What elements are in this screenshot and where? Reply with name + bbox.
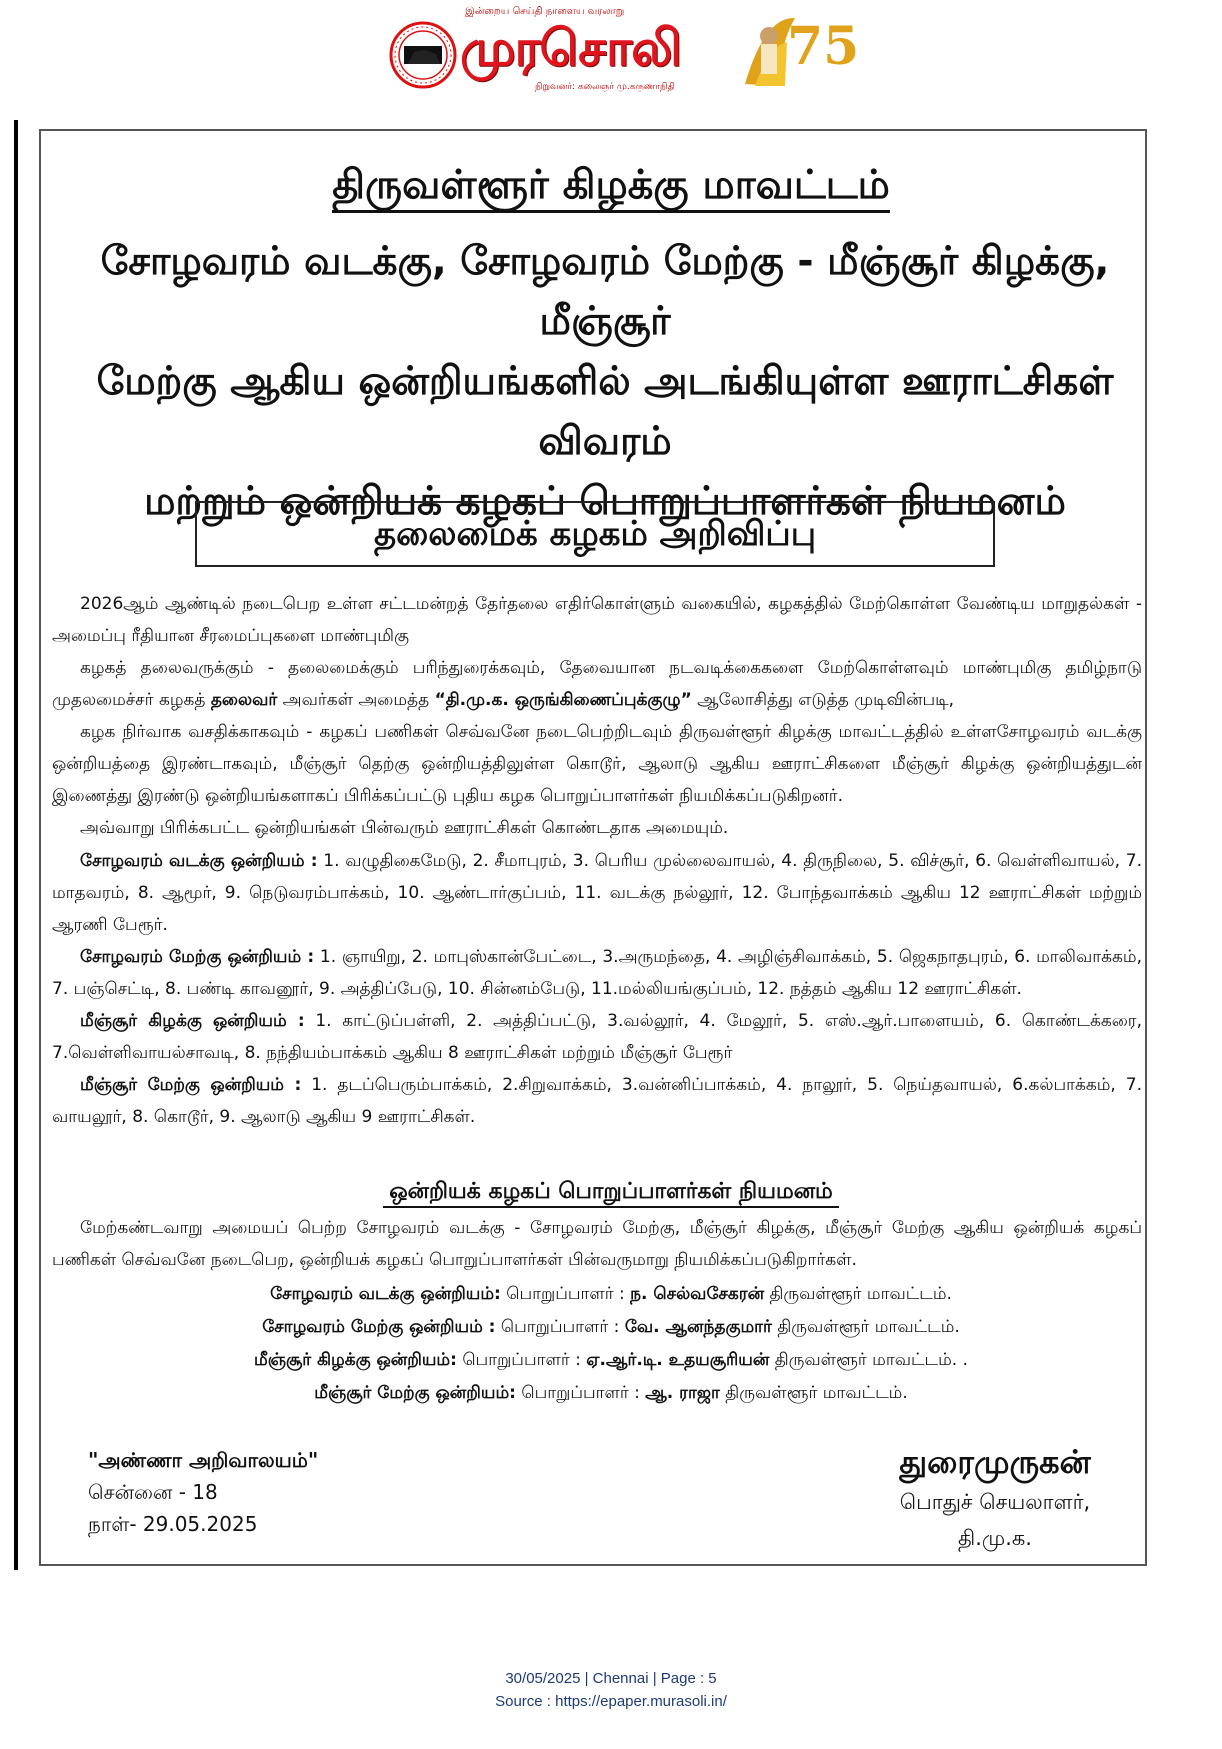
- address-line-3: நாள்- 29.05.2025: [88, 1512, 258, 1536]
- anniversary-badge-icon: [735, 6, 860, 98]
- appointment-row: [0, 1311, 1222, 1344]
- union-chozhavaram-west: [52, 941, 1142, 1005]
- address-line-1: "அண்ணா அறிவாலயம்": [88, 1448, 319, 1472]
- union-label: சோழவரம் வடக்கு ஒன்றியம் :: [80, 851, 318, 871]
- union-panchayats: 1. தடப்பெரும்பாக்கம், 2.சிறுவாக்கம், 3.வன்னிப்பாக்கம், 4. நாலூர், 5. நெய்தவாயல், 6.கல்பாக்கம், 7. வாயலூர், 8. கொடூர், 9. ஆலாடு ஆகிய 9 ஊராட்சிகள்.: [52, 1075, 1142, 1127]
- union-panchayats: 1. வழுதிகைமேடு, 2. சீமாபுரம், 3. பெரிய முல்லைவாயல், 4. திருநிலை, 5. விச்சூர், 6. வெள்ளிவாயல், 7. மாதவரம், 8. ஆமூர், 9. நெடுவரம்பாக்கம், 10. ஆண்டார்குப்பம், 11. வடக்கு நல்லூர், 12. போந்தவாக்கம் ஆகிய 12 ஊராட்சிகள் மற்றும் ஆரணி பேரூர்.: [52, 851, 1142, 935]
- signature-block: [880, 1440, 1110, 1556]
- intro-p2-part-e: ஆலோசித்து எடுத்த முடிவின்படி,: [691, 690, 955, 710]
- masthead-subtitle: நிறுவனர்: கலைஞர் மு.கருணாநிதி: [535, 82, 675, 92]
- appointment-place: திருவள்ளூர் மாவட்டம்.: [771, 1317, 960, 1337]
- appointment-place: திருவள்ளூர் மாவட்டம்.: [764, 1284, 952, 1304]
- union-panchayats: 1. காட்டுப்பள்ளி, 2. அத்திப்பட்டு, 3.வல்லூர், 4. மேலூர், 5. எஸ்.ஆர்.பாளையம், 6. கொண்டக்கரை, 7.வெள்ளிவாயல்சாவடி, 8. நந்தியம்பாக்கம் ஆகிய 8 ஊராட்சிகள் மற்றும் மீஞ்சூர் பேரூர்: [52, 1011, 1142, 1063]
- intro-p2-leader: தலைவர்: [210, 690, 278, 710]
- notice-title: தலைமைக் கழகம் அறிவிப்பு: [373, 514, 817, 554]
- appointment-row: [0, 1377, 1222, 1410]
- appointment-union: சோழவரம் மேற்கு ஒன்றியம் :: [262, 1317, 496, 1337]
- footer-date-page: 30/05/2025 | Chennai | Page : 5: [505, 1670, 717, 1687]
- union-label: மீஞ்சூர் கிழக்கு ஒன்றியம் :: [80, 1011, 305, 1031]
- appointment-place: திருவள்ளூர் மாவட்டம். .: [769, 1350, 968, 1370]
- appointment-role: பொறுப்பாளர் :: [515, 1383, 646, 1403]
- district-title: [0, 160, 1222, 210]
- appointment-heading-text: ஒன்றியக் கழகப் பொறுப்பாளர்கள் நியமனம்: [383, 1179, 839, 1208]
- address-line-2: சென்னை - 18: [88, 1480, 218, 1504]
- emblem-icon: [388, 20, 458, 90]
- intro-paragraph-3: கழக நிர்வாக வசதிக்காகவும் - கழகப் பணிகள் செவ்வனே நடைபெற்றிடவும் திருவள்ளூர் கிழக்கு மாவட்டத்தில் உள்ளசோழவரம் வடக்கு ஒன்றியத்தை இரண்டாகவும், மீஞ்சூர் தெற்கு ஒன்றியத்திலுள்ள கொடூர், ஆலாடு ஆகிய ஊராட்சிகளை மீஞ்சூர் கிழக்கு ஒன்றியத்துடன் இணைத்து இரண்டு ஒன்றியங்களாகப் பிரிக்கப்பட்டு புதிய கழக பொறுப்பாளர்கள் நியமிக்கப்படுகிறனர்.: [52, 722, 1142, 806]
- intro-paragraph-4: அவ்வாறு பிரிக்கபட்ட ஒன்றியங்கள் பின்வரும் ஊராட்சிகள் கொண்டதாக அமையும்.: [80, 818, 729, 838]
- badge-number: 75: [787, 16, 860, 77]
- address-block: [88, 1444, 318, 1540]
- appointment-union: சோழவரம் வடக்கு ஒன்றியம்:: [270, 1284, 501, 1304]
- appointment-intro: மேற்கண்டவாறு அமையப் பெற்ற சோழவரம் வடக்கு - சோழவரம் மேற்கு, மீஞ்சூர் கிழக்கு, மீஞ்சூர் மேற்கு ஆகிய ஒன்றியக் கழகப் பணிகள் செவ்வனே நடைபெற, ஒன்றியக் கழகப் பொறுப்பாளர்கள் பின்வருமாறு நியமிக்கப்படுகிறார்கள்.: [52, 1218, 1142, 1270]
- appointment-role: பொறுப்பாளர் :: [495, 1317, 625, 1337]
- appointment-role: பொறுப்பாளர் :: [456, 1350, 587, 1370]
- appointments-list: [0, 1278, 1222, 1410]
- appointment-union: மீஞ்சூர் மேற்கு ஒன்றியம்:: [314, 1383, 516, 1403]
- appointment-role: பொறுப்பாளர் :: [500, 1284, 631, 1304]
- appointment-union: மீஞ்சூர் கிழக்கு ஒன்றியம்:: [254, 1350, 457, 1370]
- unions-list: [52, 845, 1142, 1133]
- masthead-title: முரசொலி: [460, 19, 681, 77]
- headline-line-3: மற்றும் ஒன்றியக் கழகப் பொறுப்பாளர்கள் நியமனம்: [144, 479, 1066, 524]
- signatory-org: தி.மு.க.: [958, 1526, 1032, 1550]
- union-label: மீஞ்சூர் மேற்கு ஒன்றியம் :: [80, 1075, 302, 1095]
- intro-p2-committee: “தி.மு.க. ஒருங்கிணைப்புக்குழு”: [434, 690, 692, 710]
- district-title-text: திருவள்ளூர் கிழக்கு மாவட்டம்: [332, 162, 890, 213]
- appointment-name: ந. செல்வசேகரன்: [630, 1284, 765, 1304]
- appointment-intro-section: [52, 1212, 1142, 1276]
- appointment-name: ஆ. ராஜா: [645, 1383, 720, 1403]
- intro-p2-part-a: கழகத் தலைவருக்கும் - தலைமைக்கும் பரிந்துரைக்கவும், தேவையான நடவடிக்கைகளை மேற்கொள்ளவும் மாண்புமிகு தமிழ்நாடு முதலமைச்சர் கழகத்: [52, 658, 1142, 710]
- footer-source-link[interactable]: Source : https://epaper.murasoli.in/: [495, 1693, 727, 1710]
- union-panchayats: 1. ஞாயிறு, 2. மாபுஸ்கான்பேட்டை, 3.அருமந்தை, 4. அழிஞ்சிவாக்கம், 5. ஜெகநாதபுரம், 6. மாலிவாக்கம், 7. பஞ்செட்டி, 8. பண்டி காவனூர், 9. அத்திப்பேடு, 10. சின்னம்பேடு, 11.மல்லியங்குப்பம், 12. நத்தம் ஆகிய 12 ஊராட்சிகள்.: [52, 947, 1142, 999]
- union-label: சோழவரம் மேற்கு ஒன்றியம் :: [80, 947, 315, 967]
- headline-line-2: மேற்கு ஆகிய ஒன்றியங்களில் அடங்கியுள்ள ஊராட்சிகள் விவரம்: [96, 359, 1114, 464]
- signatory-name: துரைமுருகன்: [899, 1443, 1091, 1481]
- appointment-name: ஏ.ஆர்.டி. உதயசூரியன்: [586, 1350, 770, 1370]
- intro-p2-part-c: அவர்கள் அமைத்த: [277, 690, 435, 710]
- intro-paragraph-1: 2026ஆம் ஆண்டில் நடைபெற உள்ள சட்டமன்றத் தேர்தலை எதிர்கொள்ளும் வகையில், கழகத்தில் மேற்கொள்ள வேண்டிய மாறுதல்கள் - அமைப்பு ரீதியான சீரமைப்புகளை மாண்புமிகு: [52, 594, 1142, 646]
- masthead: [0, 0, 1222, 105]
- appointment-heading: [0, 1176, 1222, 1208]
- union-minjur-west: [52, 1069, 1142, 1133]
- intro-paragraph-2: [52, 652, 1142, 716]
- union-chozhavaram-north: [52, 845, 1142, 941]
- notice-title-box: [195, 501, 995, 567]
- masthead-tagline: இன்றைய செய்தி நாளைய வரலாறு: [465, 6, 625, 17]
- appointment-name: வே. ஆனந்தகுமார்: [624, 1317, 772, 1337]
- headline-line-1: சோழவரம் வடக்கு, சோழவரம் மேற்கு - மீஞ்சூர் கிழக்கு, மீஞ்சூர்: [100, 239, 1110, 344]
- appointment-place: திருவள்ளூர் மாவட்டம்.: [719, 1383, 908, 1403]
- appointment-row: [0, 1278, 1222, 1311]
- signatory-title: பொதுச் செயலாளர்,: [899, 1490, 1091, 1514]
- intro-section: [52, 588, 1142, 844]
- appointment-row: [0, 1344, 1222, 1377]
- union-minjur-east: [52, 1005, 1142, 1069]
- page-footer: [0, 1667, 1222, 1713]
- headline: [60, 232, 1150, 532]
